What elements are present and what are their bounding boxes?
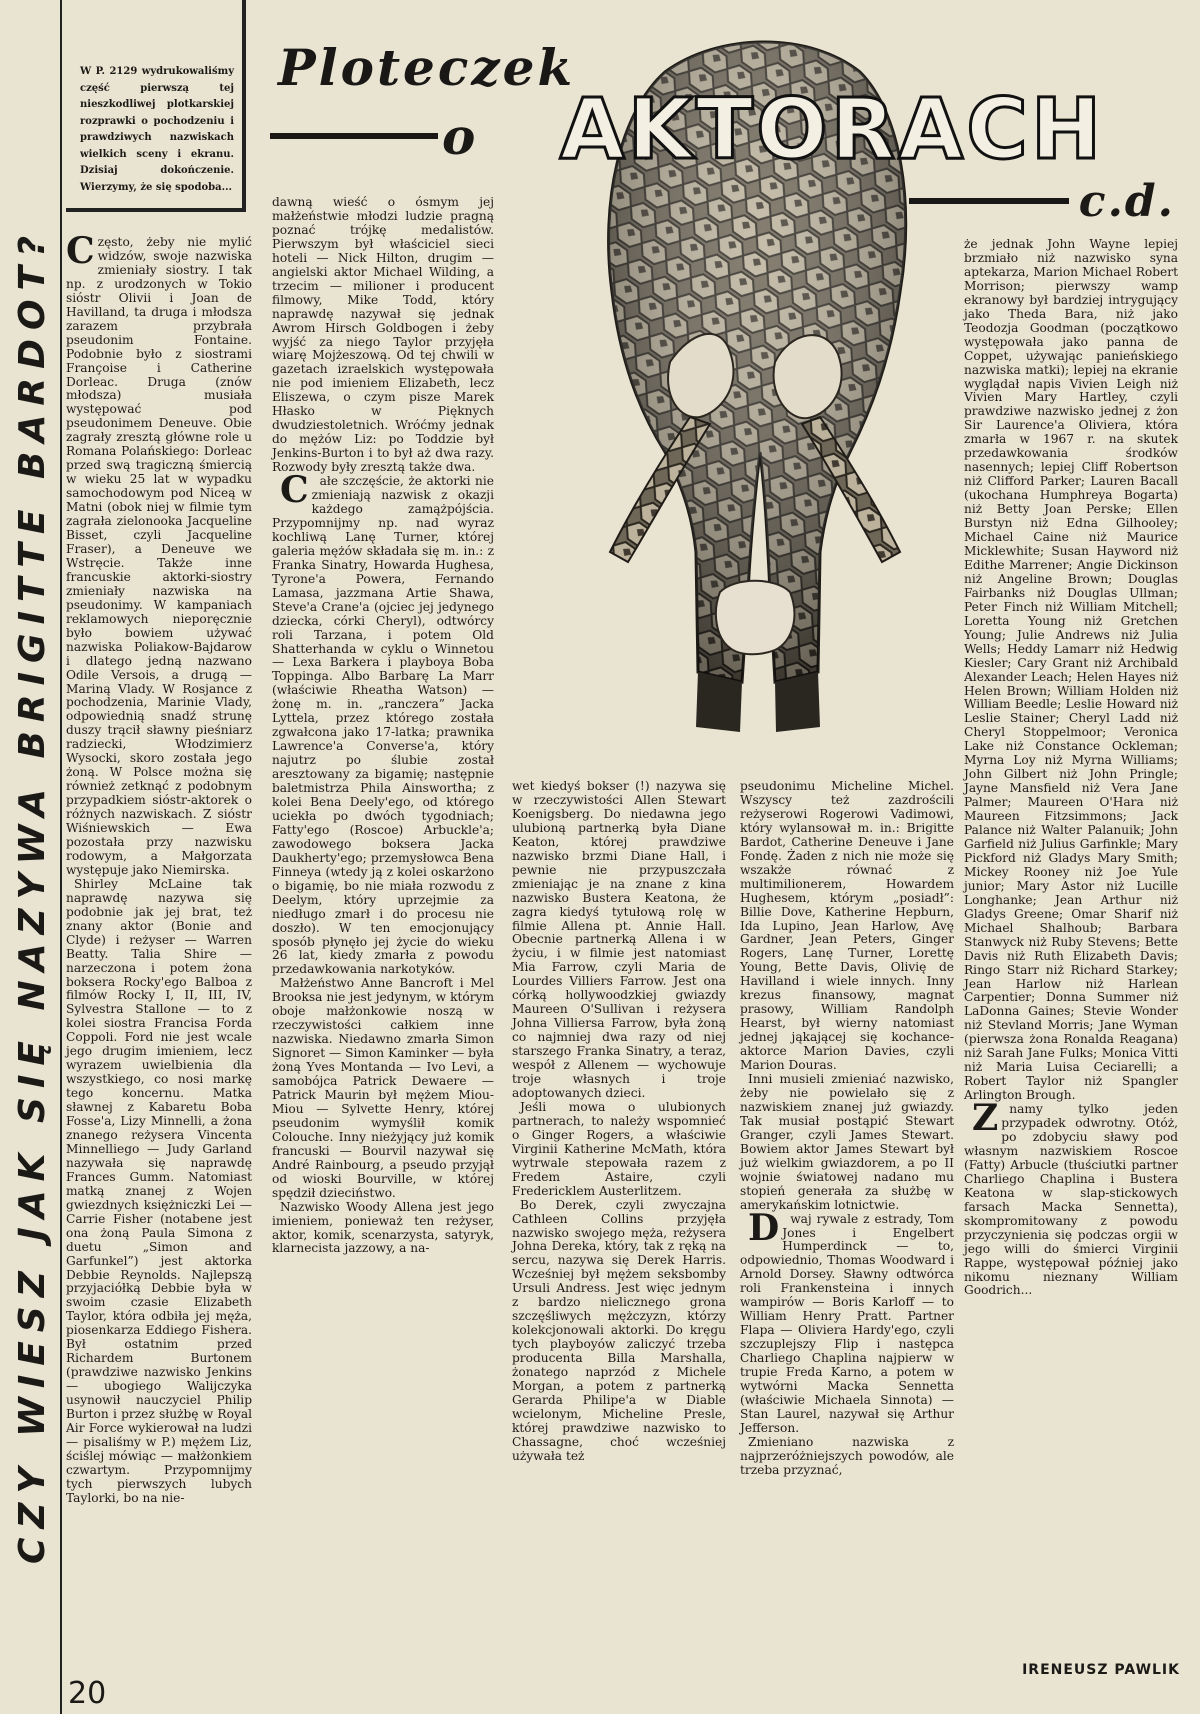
paragraph: Inni musieli zmieniać nazwisko, żeby nie powielało się z nazwiskiem znanej już gwiazdy. Tak musiał postąpić Stewart Granger, czyli James Stewart. Bowiem aktor James Stewart był już wielkim gwiazdorem, a po II wojnie światowej nadano mu stopień generała za służbę w amerykańskim lotnictwie. <box>740 1072 954 1212</box>
paragraph: Zmieniano nazwiska z najprzeróżniejszych powodów, ale trzeba przyznać, <box>740 1434 954 1477</box>
paragraph: Jeśli mowa o ulubionych partnerach, to należy wspomnieć o Ginger Rogers, a właściwie Virginii Katherine McMath, która wytrwale stepowała razem z Fredem Astaire, czyli Fredericklem Austerlitzem. <box>512 1099 726 1198</box>
page-number: 20 <box>68 1676 107 1711</box>
lead-note-text: W P. 2129 wydrukowaliśmy część pierwszą tej nieszkodliwej plotkarskiej rozprawki o pochodzeniu i prawdziwych nazwiskach wielkich sceny i ekranu. Dzisiaj dokończenie. Wierzymy, że się spodoba... <box>80 66 234 193</box>
headline-left-rule <box>270 133 438 139</box>
paragraph: Całe szczęście, że aktorki nie zmieniają nazwisk z okazji każdego zamążpójścia. Przypomnijmy np. nad wyraz kochliwą Lanę Turner, której galeria mężów składała się m. in.: z Franka Sinatry, Howarda Hughesa, Tyrone'a Powera, Fernando Lamasa, jazzmana Artie Shawa, Steve'a Crane'a (ojciec jej jedynego dziecka, córki Cheryl), odtwórcy roli Tarzana, i potem Old Shatterhanda w cyklu o Winnetou — Lexa Barkera i playboya Boba Toppinga. Albo Barbarę La Marr (właściwie Rheatha Watson) — żonę m. in. „ranczera” Jacka Lyttela, przez którego została zgwałcona jako 17-latka; prawnika Lawrence'a Converse'a, który najutrz po ślubie został aresztowany za bigamię; następnie baletmistrza Phila Ainswortha; z kolei Bena Deely'ego, od którego uciekła po dwóch tygodniach; Fatty'ego (Roscoe) Arbuckle'a; zawodowego boksera Jacka Daukherty'ego; przemysłowca Bena Finneya (wtedy ją z kolei oskarżono o bigamię, bo nie miała rozwodu z Deelym, który uprzejmie za niedługo zmarł i do procesu nie doszło). W ten emocjonujący sposób płynęło jej życie do wieku 26 lat, kiedy zmarła z powodu przedawkowania narkotyków. <box>272 469 494 977</box>
paragraph: Bo Derek, czyli zwyczajna Cathleen Collins przyjęła nazwisko swojego męża, reżysera Johna Dereka, który, tak z ręką na sercu, nazywa się Derek Harris. Wcześniej był mężem seksbomby Ursuli Andress. Jest więc jednym z bardzo nielicznego grona szczęśliwych mężczyzn, którzy kolekcjonowali aktorki. Do kręgu tych playboyów zaliczyć trzeba producenta Billa Marshalla, żonatego naprzód z Michele Morgan, a potem z partnerką Gerarda Philipe'a w Diable wcielonym, Micheline Presle, której prawdziwe nazwisko to Chassagne, choć wcześniej używała też <box>512 1197 726 1463</box>
side-title-text: CZY WIESZ JAK SIĘ NAZYWA BRIGITTE BARDOT? <box>11 226 53 1564</box>
paragraph: Małżeństwo Anne Bancroft i Mel Brooksa nie jest jedynym, w którym oboje małżonkowie noszą w rzeczywistości całkiem inne nazwiska. Niedawno zmarła Simon Signoret — Simon Kaminker — była żoną Yves Montanda — Ivo Levi, a samobójca Patrick Dewaere — Patrick Maurin był mężem Miou-Miou — Sylvette Henry, której pseudonim wymyślił komik Colouche. Inny nieżyjący już komik francuski — Bourvil nazywał się André Rainbourg, a pseudo przyjął od wioski Bourville, w której spędził dzieciństwo. <box>272 976 494 1200</box>
headline-line1: Ploteczek <box>278 38 576 97</box>
headline-o-group <box>270 96 510 176</box>
headline-cd: c.d. <box>1078 175 1175 227</box>
paragraph: Shirley McLaine tak naprawdę nazywa się podobnie jak jej brat, też znany aktor (Bonie and Clyde) i reżyser — Warren Beatty. Talia Shire — narzeczona i potem żona boksera Rocky'ego Balboa z filmów Rocky I, II, III, IV, Sylvestra Stallone — to z kolei siostra Francisa Forda Coppoli. Ford nie jest wcale jego drugim imieniem, lecz wyrazem uwielbienia dla wszystkiego, co nosi markę tego koncernu. Matka sławnej z Kabaretu Boba Fosse'a, Lizy Minnelli, a żona znanego reżysera Vincenta Minnelliego — Judy Garland nazywała się naprawdę Frances Gumm. Natomiast matką znanej z Wojen gwiezdnych księżniczki Lei — Carrie Fisher (notabene jest ona żoną Paula Simona z duetu „Simon and Garfunkel”) jest aktorka Debbie Reynolds. Najlepszą przyjaciółką Debbie była w swoim czasie Elizabeth Taylor, która odbiła jej męża, piosenkarza Eddiego Fishera. Był ostatnim przed Richardem Burtonem (prawdziwe nazwisko Jenkins — ubogiego Walijczyka usynowił nauczyciel Philip Burton i przez służbę w Royal Air Force wykierował na ludzi — pisaliśmy w P.) mężem Liz, ściślej mówiąc — małżonkiem czwartym. Przypomnijmy tych pierwszych lubych Taylorki, bo na nie- <box>66 876 252 1505</box>
headline-right-rule <box>909 198 1069 204</box>
paragraph: Nazwisko Woody Allena jest jego imieniem, ponieważ ten reżyser, aktor, komik, scenarzysta, satyryk, klarnecista jazzowy, a na- <box>272 1199 494 1256</box>
paragraph: Często, żeby nie mylić widzów, swoje nazwiska zmieniały siostry. I tak np. z urodzonych w Tokio sióstr Olivii i Joan de Havilland, ta druga i młodsza zarazem przybrała pseudonim Fontaine. Podobnie było z siostrami Françoise i Catherine Dorleac. Druga (znów młodsza) musiała występować pod pseudonimem Deneuve. Obie zagrały zresztą główne role u Romana Polańskiego: Dorleac przed swą tragiczną śmiercią w wieku 25 lat w wypadku samochodowym pod Niceą w Matni (obok niej w filmie tym zagrała zielonooka Jacqueline Bisset, czyli Jacqueline Fraser), a Deneuve we Wstręcie. Także inne francuskie aktorki-siostry zmieniały nazwiska na pseudonimy. W kampaniach reklamowych nieporęcznie było bowiem używać nazwiska Poliakow-Bajdarow i dlatego jedną nazwano Odile Versois, a drugą — Mariną Vlady. W Rosjance z pochodzenia, Marinie Vlady, odpowiednią snadź strunę duszy trącił sławny pieśniarz radziecki, Włodzimierz Wysocki, skoro została jego żoną. W Polsce można się również zetknąć z podobnym przypadkiem sióstr-aktorek o różnych nazwiskach. Z sióstr Wiśniewskich — Ewa pozostała przy nazwisku rodowym, a Małgorzata występuje jako Niemirska. <box>66 230 252 877</box>
paragraph: wet kiedyś bokser (!) nazywa się w rzeczywistości Allen Stewart Koenigsberg. Do niedawna jego ulubioną partnerką była Diane Keaton, której prawdziwe nazwisko brzmi Diane Hall, i pewnie nie przypuszczała zmieniając je na znane z kina nazwisko Bustera Keatona, że zagra kiedyś tytułową rolę w filmie Allena pt. Annie Hall. Obecnie partnerką Allena i w życiu, i w filmie jest natomiast Mia Farrow, czyli Maria de Lourdes Villiers Farrow. Jest ona córką hollywoodzkiej gwiazdy Maureen O'Sullivan i reżysera Johna Villiersa Farrow, była żoną co najmniej dwa razy od niej starszego Franka Sinatry, a teraz, wespół z Allenem — wychowuje troje własnych i troje adoptowanych dzieci. <box>512 779 726 1100</box>
article-column-4 <box>740 780 954 1670</box>
paragraph: Dwaj rywale z estrady, Tom Jones i Engelbert Humperdinck — to, odpowiednio, Thomas Woodward i Arnold Dorsey. Sławny odtwórca roli Frankensteina i innych wampirów — Boris Karloff — to William Henry Pratt. Partner Flapa — Oliviera Hardy'ego, czyli szczuplejszy Flip i następca Charliego Chaplina najpierw w trupie Freda Karno, a potem w wytwórni Macka Sennetta (właściwie Michaela Sinnota) — Stan Laurel, nazywał się Arthur Jefferson. <box>740 1206 954 1435</box>
article-column-5 <box>964 238 1178 1658</box>
vertical-side-title <box>2 130 62 1660</box>
headline-line2: AKTORACH <box>559 80 1105 178</box>
headline-cd-group <box>905 176 1175 226</box>
author-signature: IRENEUSZ PAWLIK <box>1022 1662 1180 1678</box>
lead-note-box <box>66 0 246 212</box>
article-column-2 <box>272 196 494 1676</box>
paragraph: dawną wieść o ósmym jej małżeństwie młodzi ludzie pragną poznać trójkę medalistów. Pierwszym był właściciel sieci hoteli — Nick Hilton, drugim — angielski aktor Michael Wilding, a trzecim — milioner i producent filmowy, Mike Todd, który naprawdę nazywał się jednak Awrom Hirsch Goldbogen i żeby wyjść za niego Taylor przyjęła wiarę Mojżeszową. Od tej chwili w gazetach izraelskich występowała nie pod imieniem Elizabeth, lecz Eliszewa, o czym pisze Marek Hłasko w Pięknych dwudziestoletnich. Wróćmy jednak do mężów Liz: po Toddzie był Jenkins-Burton i to był aż dwa razy. Rozwody były zresztą także dwa. <box>272 195 494 475</box>
side-column-rule <box>60 0 62 1714</box>
headline-o: o <box>442 106 476 166</box>
article-column-3 <box>512 780 726 1670</box>
paragraph: że jednak John Wayne lepiej brzmiało niż nazwisko syna aptekarza, Marion Michael Robert Morrison; pierwszy wamp ekranowy był bardziej intrygujący jako Theda Bara, niż jako Teodozja Goodman (początkowo występowała jako panna de Coppet, używając panieńskiego nazwiska matki); lepiej na ekranie wyglądał napis Vivien Leigh niż Vivien Mary Hartley, czyli prawdziwe nazwisko jednej z żon Sir Laurence'a Oliviera, która zmarła w 1967 r. na skutek przedawkowania środków nasennych; lepiej Cliff Robertson niż Clifford Parker; Lauren Bacall (ukochana Humphreya Bogarta) niż Betty Joan Perske; Ellen Burstyn niż Edna Gilhooley; Michael Caine niż Maurice Micklewhite; Susan Hayword niż Edithe Marrener; Angie Dickinson niż Angeline Brown; Douglas Fairbanks niż Douglas Ullman; Peter Finch niż William Mitchell; Loretta Young niż Gretchen Young; Julie Andrews niż Julia Wells; Heddy Lamarr niż Hedwig Kiesler; Cary Grant niż Archibald Alexander Leach; Helen Hayes niż Helen Brown; William Holden niż William Beedle; Leslie Howard niż Leslie Stainer; Cheryl Ladd niż Cheryl Stoppelmoor; Veronica Lake niż Constance Ockleman; Myrna Loy niż Myrna Williams; John Gilbert niż John Pringle; Jayne Mansfield niż Vera Jane Palmer; Maureen O'Hara niż Maureen Fitzsimmons; Jack Palance niż Walter Palanuik; John Garfield niż Julius Garfinkle; Mary Pickford niż Gladys Mary Smith; Mickey Rooney niż Joe Yule junior; Mary Astor niż Lucille Longhanke; Jean Arthur niż Gladys Greene; Omar Sharif niż Michael Shalhoub; Barbara Stanwyck niż Ruby Stevens; Bette Davis niż Ruth Elizabeth Davis; Ringo Starr niż Richard Starkey; Jean Harlow niż Harlean Carpentier; Donna Summer niż LaDonna Gaines; Stevie Wonder niż Stevland Morris; Jane Wyman (pierwsza żona Ronalda Reagana) niż Sarah Jane Fulks; Monica Vitti niż Maria Luisa Ceciarelli; a Robert Taylor niż Spangler Arlington Brough. <box>964 237 1178 1103</box>
paragraph: Znamy tylko jeden przypadek odwrotny. Otóż, po zdobyciu sławy pod własnym nazwiskiem Roscoe (Fatty) Arbucle (tłuściutki partner Charliego Chaplina i Bustera Keatona w slap-stickowych farsach Macka Sennetta), skompromitowany z powodu przyczynienia się podczas orgii w jego willi do śmierci Virginii Rappe, występował później jako nikomu nieznany William Goodrich... <box>964 1097 1178 1298</box>
article-column-1 <box>66 230 252 1666</box>
paragraph: pseudonimu Micheline Michel. Wszyscy też zazdrościli reżyserowi Rogerowi Vadimowi, który wylansował m. in.: Brigitte Bardot, Catherine Deneuve i Jane Fondę. Żaden z nich nie może się wszakże równać z multimilionerem, Howardem Hughesem, którym „posiadł”: Billie Dove, Katherine Hepburn, Ida Lupino, Jean Harlow, Avę Gardner, Jean Peters, Ginger Rogers, Lanę Turner, Lorettę Young, Bette Davis, Olivię de Havilland i wiele innych. Inny krezus finansowy, magnat prasowy, William Randolph Hearst, był wierny natomiast jednej jąkającej się kochance-aktorce Marion Davies, czyli Marion Douras. <box>740 779 954 1073</box>
